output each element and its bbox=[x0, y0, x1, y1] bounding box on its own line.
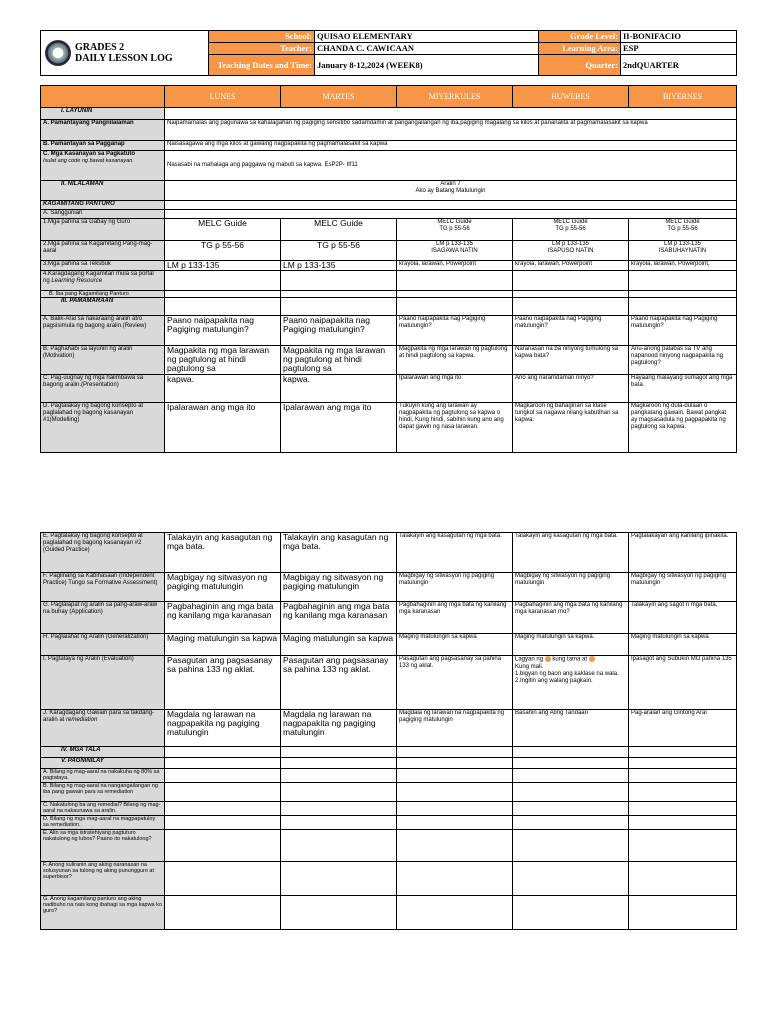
procedure-row-remediation bbox=[41, 710, 737, 747]
reflection-label: C. Nakatulong ba ang remedial? Bilang ng mag-aaral na nakaunawa sa aralin. bbox=[41, 802, 165, 816]
reflection-cell bbox=[629, 830, 737, 862]
procedure-label: C. Pag-uugnay ng mga halimbawa sa bagong aralin.(Presentation) bbox=[41, 375, 165, 403]
procedure-row-evaluation bbox=[41, 656, 737, 710]
reflection-cell bbox=[397, 896, 513, 930]
procedure-label: A. Balik-Aral sa nakaraang aralin at/o pagsisimula ng bagong aralin.(Review) bbox=[41, 316, 165, 346]
procedure-label: D. Pagtalakay ng bagong konsepto at paglalahad ng bagong kasanayan #1(Modelling) bbox=[41, 403, 165, 453]
grade-level-label: Grade Level: bbox=[539, 31, 621, 43]
procedure-cell: Magdala ng larawan na nagpapakita ng pagiging matulungin bbox=[281, 710, 397, 747]
reflection-cell bbox=[397, 802, 513, 816]
teksbuk-miyerkules: krayola, larawan, Powerpoint bbox=[397, 261, 513, 271]
pamantayan-pagganap-label: B. Pamantayan sa Pagganap bbox=[41, 141, 165, 151]
day-biyernes: BIYERNES bbox=[629, 86, 737, 108]
reflection-cell bbox=[397, 783, 513, 802]
mga-tala-heading: IV. MGA TALA bbox=[41, 747, 165, 758]
kagamitan-lunes: TG p 55-56 bbox=[165, 241, 281, 261]
tala-cell bbox=[629, 747, 737, 758]
kasanayan-sublabel: Isulat ang code ng bawat kasanayan. bbox=[43, 158, 134, 164]
reflection-cell bbox=[281, 783, 397, 802]
teksbuk-label: 3.Mga pahina sa Teksbuk bbox=[41, 261, 165, 271]
procedure-cell: Talakayin ang kasagutan ng mga bata. bbox=[397, 533, 513, 573]
procedure-row-generalization bbox=[41, 634, 737, 656]
pamamaraan-cell bbox=[397, 298, 513, 316]
eval-item: 1.bigyan ng baon ang kaklase na wala. bbox=[515, 670, 619, 677]
evaluation-huwebes-cell bbox=[513, 656, 629, 710]
lr-cell bbox=[513, 271, 629, 291]
procedure-label: B. Paghahabi sa layunin ng aralin (Motivation) bbox=[41, 346, 165, 375]
pagninilay-cell bbox=[629, 758, 737, 769]
log-title-cell bbox=[41, 31, 209, 76]
reflection-label: F. Anong suliranin ang aking naranasan na solusyunan sa tulong ng aking punungguro at superbisor? bbox=[41, 862, 165, 896]
procedure-cell: Ipasagot ang Subukin MO pahina 135 bbox=[629, 656, 737, 710]
remediation-label-cell bbox=[41, 710, 165, 747]
procedure-label-italic: remediation bbox=[66, 717, 98, 723]
pagninilay-cell bbox=[397, 758, 513, 769]
aralin-number: Aralin 7 bbox=[440, 181, 461, 187]
reflection-cell bbox=[165, 830, 281, 862]
dates-value: January 8-12,2024 (WEEK8) bbox=[315, 55, 539, 76]
reflection-cell bbox=[397, 862, 513, 896]
reflection-label: D. Bilang ng mga mag-aaral na magpapatuloy sa remediation. bbox=[41, 816, 165, 830]
procedure-row-application bbox=[41, 602, 737, 634]
day-lunes: LUNES bbox=[165, 86, 281, 108]
reflection-cell bbox=[281, 862, 397, 896]
procedure-cell: Maging matulungin sa kapwa bbox=[629, 634, 737, 656]
procedure-row-modelling bbox=[41, 403, 737, 453]
reflection-cell bbox=[513, 802, 629, 816]
eval-text: Kung mali. bbox=[515, 663, 544, 670]
pagninilay-cell bbox=[281, 758, 397, 769]
grade-title: GRADES 2 bbox=[75, 42, 125, 53]
reflection-cell bbox=[397, 816, 513, 830]
kagamitan-huwebes: LM p 133-135 ISAPUSO NATIN bbox=[513, 241, 629, 261]
procedure-cell: Magbigay ng sitwasyon ng pagiging matulungin bbox=[397, 573, 513, 602]
aralin-title: Ako ay Batang Matulungin bbox=[415, 188, 486, 194]
reflection-cell bbox=[165, 816, 281, 830]
reflection-cell bbox=[165, 802, 281, 816]
reflection-cell bbox=[165, 862, 281, 896]
procedure-cell: Paano naipapakita nag Pagiging matulungin? bbox=[513, 316, 629, 346]
eval-item: 2.Ingitin ang walang pagkain. bbox=[515, 677, 593, 684]
day-miyerkules: MIYERKULES bbox=[397, 86, 513, 108]
sanggunian-blank bbox=[165, 210, 737, 219]
procedure-cell: Magkaroon ng dula-dulaan o pangkatang gawain. Bawat pangkat ay magsasadula ng pagpapakita ng pagtulong sa kapwa. bbox=[629, 403, 737, 453]
reflection-cell bbox=[165, 769, 281, 783]
procedure-cell: Pasagutan ang pagsasanay sa pahina 133 ng aklat. bbox=[281, 656, 397, 710]
procedure-cell: Maging matulungin sa kapwa bbox=[397, 634, 513, 656]
teacher-label: Teacher: bbox=[209, 43, 315, 55]
gabay-guro-label: 1.Mga pahina sa Gabay ng Guro bbox=[41, 219, 165, 241]
reflection-cell bbox=[165, 783, 281, 802]
pamamaraan-cell bbox=[629, 298, 737, 316]
reflection-cell bbox=[281, 816, 397, 830]
lr-cell bbox=[281, 271, 397, 291]
quarter-label: Quarter: bbox=[539, 55, 621, 76]
procedure-cell: Paano naipapakita nag Pagiging matulungin? bbox=[629, 316, 737, 346]
reflection-label: E. Alin sa mga istratehiyang pagtuturo nakatulong ng lubos? Paano ito nakatulong? bbox=[41, 830, 165, 862]
reflection-cell bbox=[629, 769, 737, 783]
procedure-cell: Pagbahaginin ang mga bata ng kanilang mga karanasan bbox=[165, 602, 281, 634]
tala-cell bbox=[513, 747, 629, 758]
smiley-face-icon bbox=[545, 656, 551, 662]
procedure-cell: Maging matulungin sa kapwa. bbox=[513, 634, 629, 656]
lr-cell bbox=[165, 271, 281, 291]
day-martes: MARTES bbox=[281, 86, 397, 108]
procedure-row-presentation bbox=[41, 375, 737, 403]
procedure-cell: Maging matulungin sa kapwa bbox=[165, 634, 281, 656]
procedure-cell: Maging matulungin sa kapwa bbox=[281, 634, 397, 656]
reflection-cell bbox=[281, 896, 397, 930]
pagninilay-cell bbox=[513, 758, 629, 769]
deped-seal-icon bbox=[45, 40, 71, 66]
procedure-cell: Pagbahaginin ang mga bata ng kanilang mga karanasan mo? bbox=[513, 602, 629, 634]
lr-portal-label-cell bbox=[41, 271, 165, 291]
lesson-table-part1 bbox=[40, 85, 737, 453]
area-value: ESP bbox=[621, 43, 737, 55]
procedure-cell: Pasagutan ang pagsasanay sa pahina 133 ng aklat. bbox=[397, 656, 513, 710]
pamamaraan-cell bbox=[513, 298, 629, 316]
aralin-cell bbox=[165, 181, 737, 201]
procedure-cell: Magbigay ng sitwasyon ng pagiging matulungin bbox=[513, 573, 629, 602]
procedure-cell: Magpakita ng mga larawan ng pagtulong at hindi pagtulong sa bbox=[165, 346, 281, 375]
sanggunian-label: A. Sanggunian bbox=[41, 210, 165, 219]
procedure-label: G. Paglalapat ng aralin sa pang-araw-araw na buhay (Application) bbox=[41, 602, 165, 634]
procedure-cell: Magbigay ng sitwasyon ng pagiging matulungin bbox=[629, 573, 737, 602]
procedure-cell: Tukuyin kung ang larawan ay nagpapakita ng pagtulong sa kapwa o hindi. Kung hindi, sabihin kung ano ang dapat gawin ng nasa larawan. bbox=[397, 403, 513, 453]
procedure-cell: Ipalarawan ang mga ito bbox=[165, 403, 281, 453]
procedure-cell: Pagbahaginin ang mga bata ng kanilang mga karanasan bbox=[397, 602, 513, 634]
school-value: QUISAO ELEMENTARY bbox=[315, 31, 539, 43]
gabay-guro-biyernes: MELC Guide TG p 55-56 bbox=[629, 219, 737, 241]
reflection-cell bbox=[397, 769, 513, 783]
kagamitan-blank bbox=[165, 201, 737, 210]
reflection-cell bbox=[629, 816, 737, 830]
procedure-label: E. Pagtalakay ng bagong konsepto at paglalahad ng bagong kasanayan #2 (Guided Practice) bbox=[41, 533, 165, 573]
eval-text: kung tama at bbox=[552, 656, 588, 663]
kasanayan-label: C. Mga Kasanayan sa Pagkatuto bbox=[43, 151, 136, 157]
school-label: School: bbox=[209, 31, 315, 43]
procedure-cell: Magbigay ng sitwasyon ng pagiging matulungin bbox=[165, 573, 281, 602]
iba-cell bbox=[397, 291, 513, 298]
pamamaraan-cell bbox=[165, 298, 281, 316]
procedure-cell: Pasagutan ang pagsasanay sa pahina 133 ng aklat. bbox=[165, 656, 281, 710]
teksbuk-biyernes: krayola, larawan, Powerpoint, bbox=[629, 261, 737, 271]
procedure-cell: Magbigay ng sitwasyon ng pagiging matulungin bbox=[281, 573, 397, 602]
reflection-cell bbox=[281, 802, 397, 816]
procedure-row-independent-practice bbox=[41, 573, 737, 602]
dates-label: Teaching Dates and Time: bbox=[209, 55, 315, 76]
pamantayang-pangnilalaman-label: A. Pamantayang Pangnilalaman bbox=[41, 120, 165, 141]
area-label: Learning Area: bbox=[539, 43, 621, 55]
procedure-cell: Magdala ng larawan na nagpapakita ng pagiging matulungin bbox=[165, 710, 281, 747]
layunin-heading: I. LAYUNIN bbox=[41, 108, 165, 120]
reflection-cell bbox=[629, 783, 737, 802]
teksbuk-huwebes: krayola, larawan, Powerpoint bbox=[513, 261, 629, 271]
procedure-cell: Paano naipapakita nag Pagiging matulungin? bbox=[397, 316, 513, 346]
nilalaman-heading: II. NILALAMAN bbox=[41, 181, 165, 201]
gabay-guro-miyerkules: MELC Guide TG p 55-56 bbox=[397, 219, 513, 241]
teacher-value: CHANDA C. CAWICAAN bbox=[315, 43, 539, 55]
layunin-blank bbox=[165, 108, 737, 120]
tala-cell bbox=[397, 747, 513, 758]
kagamitan-martes: TG p 55-56 bbox=[281, 241, 397, 261]
kagamitan-heading: KAGAMITANG PANTURO bbox=[41, 201, 165, 210]
sad-face-icon bbox=[589, 656, 595, 662]
gabay-guro-huwebes: MELC Guide TG p 55-56 bbox=[513, 219, 629, 241]
procedure-cell: Talakayin ang kasagutan ng mga bata. bbox=[165, 533, 281, 573]
lr-cell bbox=[629, 271, 737, 291]
procedure-row-review bbox=[41, 316, 737, 346]
procedure-cell: Naranasan na ba ninyong tumulong sa kapwa bata? bbox=[513, 346, 629, 375]
grade-level-value: II-BONIFACIO bbox=[621, 31, 737, 43]
iba-cell bbox=[513, 291, 629, 298]
reflection-cell bbox=[513, 816, 629, 830]
procedure-cell: Pagbahaginin ang mga bata ng kanilang mga karanasan bbox=[281, 602, 397, 634]
procedure-cell: Talakayin ang sagot n mga bata, bbox=[629, 602, 737, 634]
procedure-row-guided-practice bbox=[41, 533, 737, 573]
reflection-label: B. Bilang ng mag-aaral na nangangailangan ng iba pang gawain para sa remediation bbox=[41, 783, 165, 802]
procedure-label: F. Paglinang sa Kabihasaan (Independent Practice) Tungo sa Formative Assessment) bbox=[41, 573, 165, 602]
lr-cell bbox=[397, 271, 513, 291]
procedure-cell: Ipalarawan ang mga ito bbox=[397, 375, 513, 403]
procedure-cell: Pagtalakayan ang kanilang ipinakita. bbox=[629, 533, 737, 573]
reflection-cell bbox=[513, 783, 629, 802]
kagamitang-pangmagaaral-label: 2.Mga pahina sa Kagamitang Pang-mag-aaral bbox=[41, 241, 165, 261]
lr-portal-label-italic: Learning Resource bbox=[51, 278, 103, 284]
kagamitan-miyerkules: LM p 133-135 ISAGAWA NATIN bbox=[397, 241, 513, 261]
log-title: DAILY LESSON LOG bbox=[75, 53, 173, 64]
procedure-cell: Anu-anong palabas sa TV ang napanood ninyong nagpapakita ng pagtulong? bbox=[629, 346, 737, 375]
tala-cell bbox=[165, 747, 281, 758]
pagninilay-cell bbox=[165, 758, 281, 769]
lr-portal-label: 4.Karagdagang Kagamitan mula sa portal ng bbox=[43, 271, 154, 284]
gabay-guro-lunes: MELC Guide bbox=[165, 219, 281, 241]
procedure-cell: Basahin ang Ating Tandaan bbox=[513, 710, 629, 747]
quarter-value: 2ndQUARTER bbox=[621, 55, 737, 76]
reflection-cell bbox=[629, 862, 737, 896]
reflection-cell bbox=[629, 896, 737, 930]
procedure-cell: Talakayin ang kasagutan ng mga bata. bbox=[513, 533, 629, 573]
procedure-cell: Magkaroon ng bahaginan sa klase tungkol sa nagawa nilang kabutihan sa kapwa. bbox=[513, 403, 629, 453]
reflection-cell bbox=[165, 896, 281, 930]
teksbuk-lunes: LM p 133-135 bbox=[165, 261, 281, 271]
procedure-cell: Ipalarawan ang mga ito bbox=[281, 403, 397, 453]
iba-cell bbox=[165, 291, 281, 298]
pamamaraan-cell bbox=[281, 298, 397, 316]
procedure-cell: Paano naipapakita nag Pagiging matulungin? bbox=[281, 316, 397, 346]
procedure-cell: Magpakita ng mga larawan ng pagtulong at hindi pagtulong sa kapwa. bbox=[397, 346, 513, 375]
procedure-label: H. Paglalahat ng Aralin (Generalization) bbox=[41, 634, 165, 656]
reflection-cell bbox=[281, 769, 397, 783]
day-header-blank bbox=[41, 86, 165, 108]
reflection-cell bbox=[513, 830, 629, 862]
kagamitan-biyernes: LM p 133-135 ISABUHAYNATIN bbox=[629, 241, 737, 261]
reflection-cell bbox=[513, 896, 629, 930]
teksbuk-martes: LM p 133-135 bbox=[281, 261, 397, 271]
lesson-table-part2 bbox=[40, 532, 737, 930]
procedure-cell: Talakayin ang kasagutan ng mga bata. bbox=[281, 533, 397, 573]
procedure-label: I. Pagtataya ng Aralin (Evaluation) bbox=[41, 656, 165, 710]
reflection-cell bbox=[397, 830, 513, 862]
kasanayan-text: Nasasabi na mahalaga ang paggawa ng mabuti sa kapwa. EsP2P- IIf11 bbox=[165, 151, 737, 181]
procedure-cell: Pag-aralan ang Gintong Aral bbox=[629, 710, 737, 747]
procedure-cell: Paano naipapakita nag Pagiging matulungin? bbox=[165, 316, 281, 346]
procedure-cell: Magpakita ng mga larawan ng pagtulong at hindi pagtulong sa bbox=[281, 346, 397, 375]
reflection-label: G. Anong kagamitang panturo ang aking nadibuho na nais kong ibahagi sa mga kapwa ko guro? bbox=[41, 896, 165, 930]
procedure-label: J. Karagdagang Gawain para sa takdang-aralin at bbox=[43, 710, 155, 723]
pamantayang-pangnilalaman-text: Naipamamalas ang pagunawa sa kahalagahan ng pagiging sensitibo sadamdamin at pangangailangan ng iba,pagiging magalang sa kilos at pananalita at pagmamalasakit sa kapwa bbox=[165, 120, 737, 141]
procedure-cell: kapwa. bbox=[165, 375, 281, 403]
pagninilay-heading: V. PAGNINILAY bbox=[41, 758, 165, 769]
procedure-cell: Magdala ng larawan na nagpapakita ng pagiging matulungin bbox=[397, 710, 513, 747]
reflection-label: A. Bilang ng mag-aaral na nakakuha ng 80% sa pagtataya. bbox=[41, 769, 165, 783]
reflection-cell bbox=[513, 862, 629, 896]
tala-cell bbox=[281, 747, 397, 758]
reflection-cell bbox=[281, 830, 397, 862]
pamantayan-pagganap-text: Naisasagawa ang mga kilos at gawaing nagpapakita ng pagmamalasakit sa kapwa bbox=[165, 141, 737, 151]
procedure-cell: kapwa. bbox=[281, 375, 397, 403]
reflection-cell bbox=[629, 802, 737, 816]
procedure-row-motivation bbox=[41, 346, 737, 375]
iba-kagamitan-label: B. Iba pang Kagamitang Panturo bbox=[41, 291, 165, 298]
reflection-cell bbox=[513, 769, 629, 783]
header-table bbox=[40, 30, 737, 76]
iba-cell bbox=[281, 291, 397, 298]
eval-text: Lagyan ng bbox=[515, 656, 544, 663]
gabay-guro-martes: MELC Guide bbox=[281, 219, 397, 241]
procedure-cell: Hayaang malayang sumagot ang mga bata. bbox=[629, 375, 737, 403]
iba-cell bbox=[629, 291, 737, 298]
day-huwebes: HUWEBES bbox=[513, 86, 629, 108]
kasanayan-label-cell bbox=[41, 151, 165, 181]
pamamaraan-heading: III. PAMAMARAAN bbox=[41, 298, 165, 316]
procedure-cell: Ano ang naramdaman ninyo? bbox=[513, 375, 629, 403]
day-header-row bbox=[41, 86, 737, 108]
